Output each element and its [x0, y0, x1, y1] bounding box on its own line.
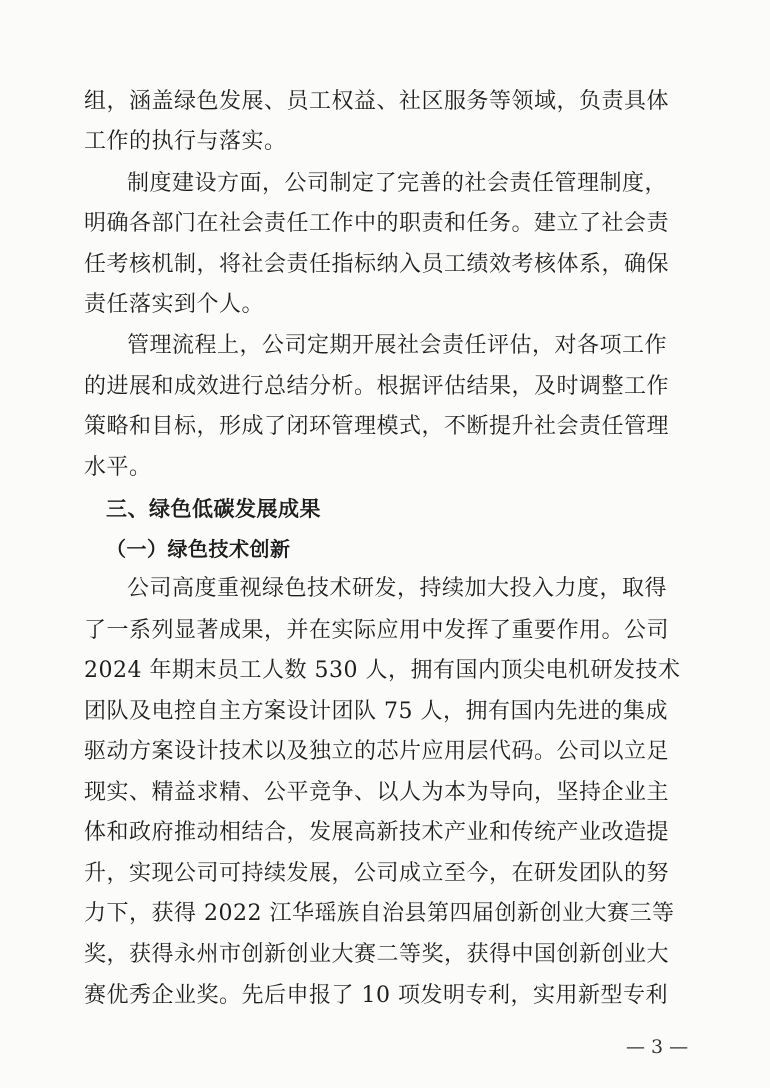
text-line: 2024 年期末员工人数 530 人，拥有国内顶尖电机研发技术: [84, 658, 681, 683]
text-line: 升，实现公司可持续发展，公司成立至今，在研发团队的努: [84, 861, 670, 886]
paragraph-first-line: 管理流程上，公司定期开展社会责任评估，对各项工作: [127, 333, 668, 358]
text-line: 责任落实到个人。: [84, 292, 265, 317]
text-line: 现实、精益求精、公平竞争、以人为本为导向，坚持企业主: [84, 780, 670, 805]
page-number: — 3 —: [626, 1036, 689, 1058]
text-line: 了一系列显著成果，并在实际应用中发挥了重要作用。公司: [84, 618, 670, 643]
text-line: 团队及电控自主方案设计团队 75 人，拥有国内先进的集成: [84, 699, 668, 724]
subsection-heading: （一）绿色技术创新: [106, 537, 291, 561]
paragraph-first-line: 制度建设方面，公司制定了完善的社会责任管理制度，: [127, 171, 668, 196]
text-line: 驱动方案设计技术以及独立的芯片应用层代码。公司以立足: [84, 739, 670, 764]
text-line: 体和政府推动相结合，发展高新技术产业和传统产业改造提: [84, 820, 670, 845]
text-line: 水平。: [84, 455, 152, 480]
text-line: 工作的执行与落实。: [84, 129, 287, 154]
text-line: 力下，获得 2022 江华瑶族自治县第四届创新创业大赛三等: [84, 901, 675, 926]
paragraph-first-line: 公司高度重视绿色技术研发，持续加大投入力度，取得: [127, 576, 668, 601]
text-line: 奖，获得永州市创新创业大赛二等奖，获得中国创新创业大: [84, 942, 670, 967]
text-line: 任考核机制，将社会责任指标纳入员工绩效考核体系，确保: [84, 252, 670, 277]
text-line: 策略和目标，形成了闭环管理模式，不断提升社会责任管理: [84, 414, 670, 439]
text-line: 明确各部门在社会责任工作中的职责和任务。建立了社会责: [84, 211, 670, 236]
text-line: 组，涵盖绿色发展、员工权益、社区服务等领域，负责具体: [84, 89, 670, 114]
section-heading: 三、绿色低碳发展成果: [106, 497, 321, 521]
text-line: 的进展和成效进行总结分析。根据评估结果，及时调整工作: [84, 374, 670, 399]
text-line: 赛优秀企业奖。先后申报了 10 项发明专利，实用新型专利: [84, 983, 668, 1008]
